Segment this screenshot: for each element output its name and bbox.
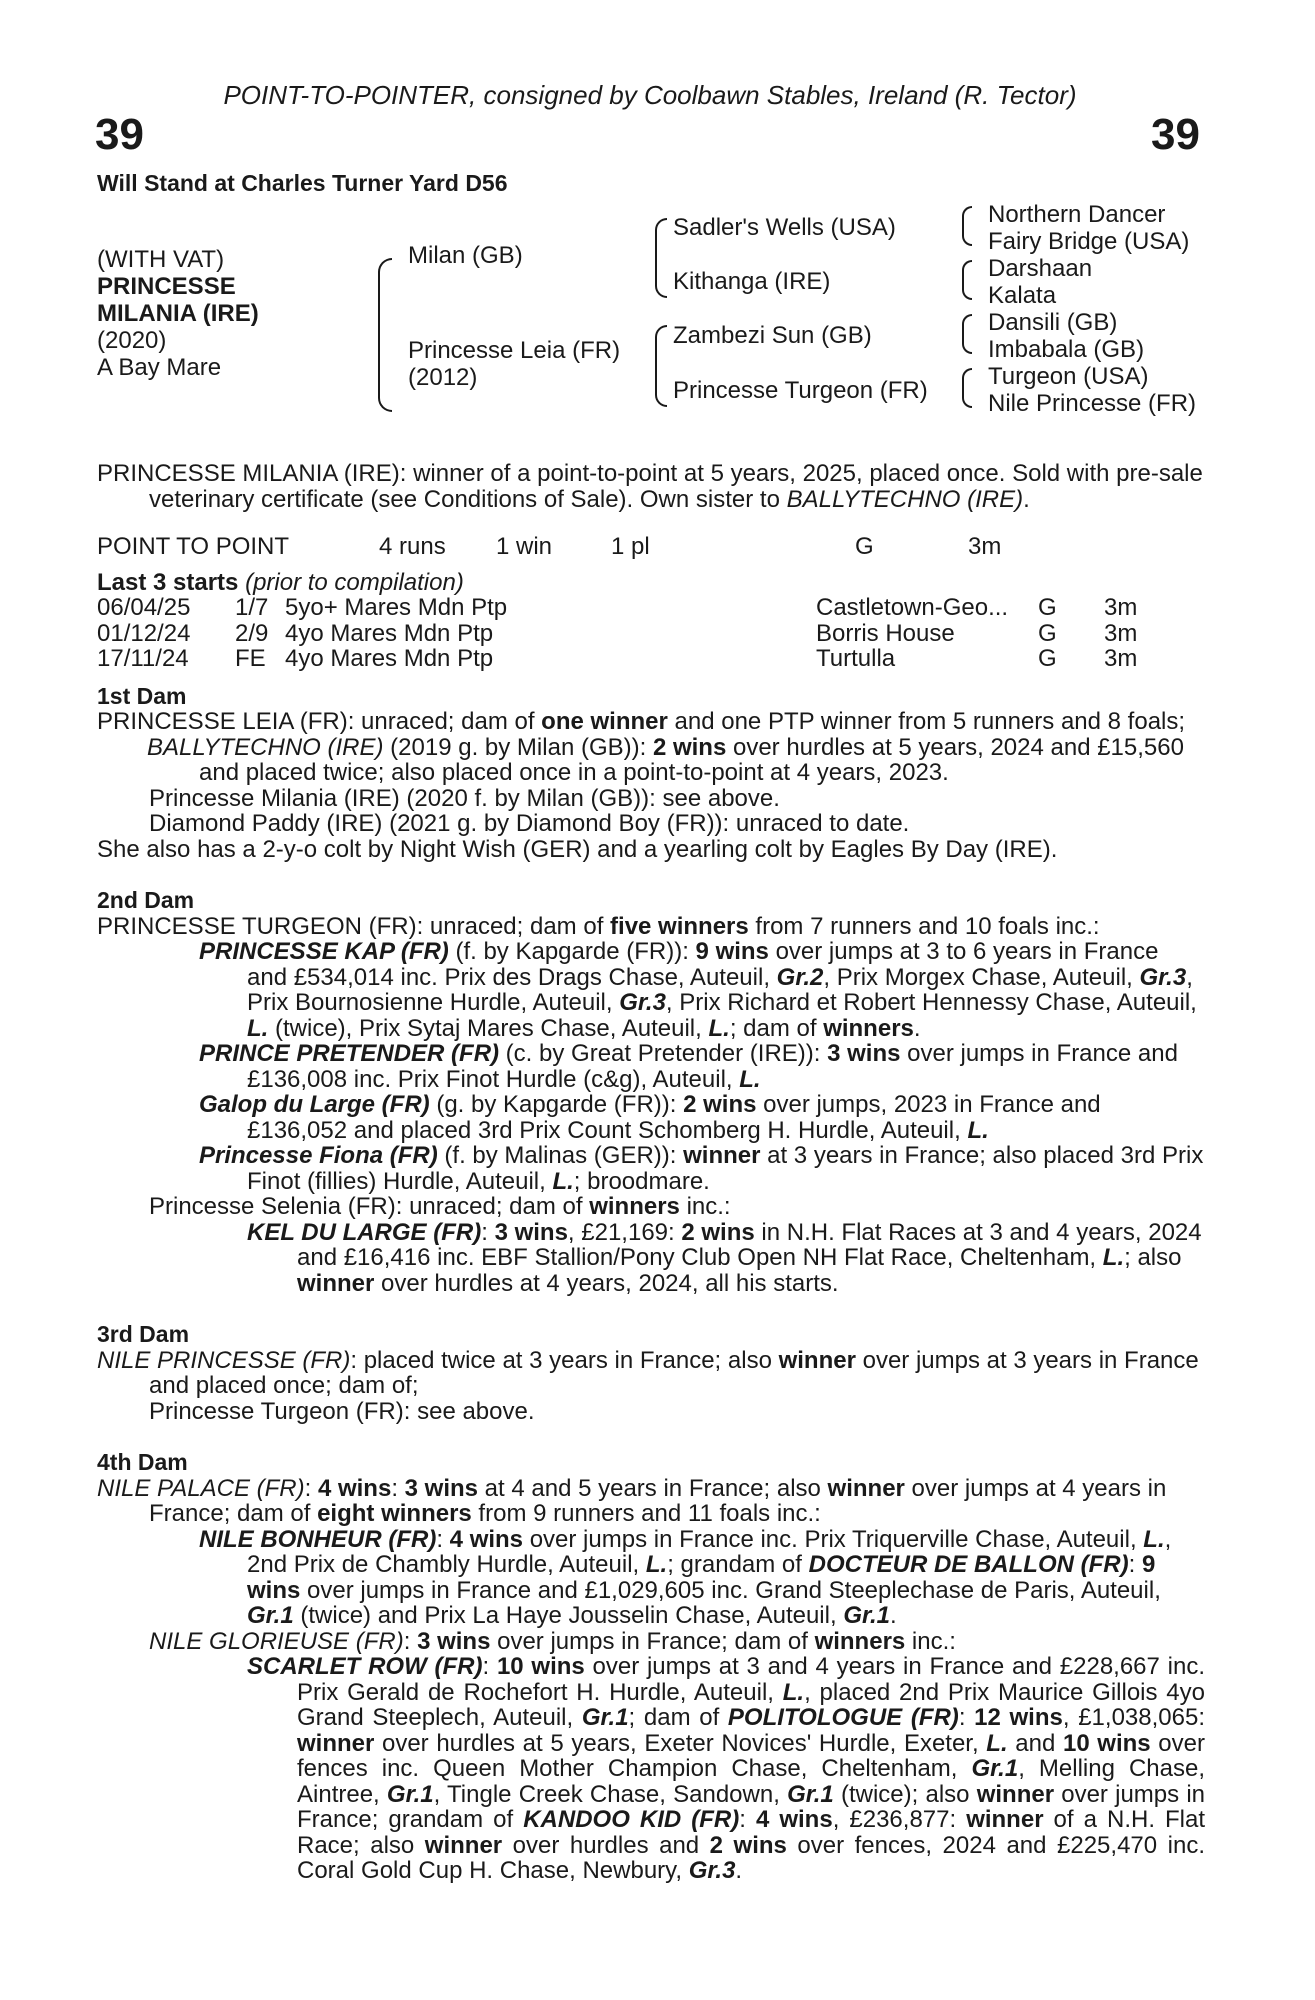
sire-name: Milan (GB) (408, 242, 523, 269)
text: (c. by Great Pretender (IRE)): (499, 1040, 828, 1067)
fourth-dam-produce (97, 1527, 1205, 1629)
text: DOCTEUR DE BALLON (FR) (808, 1551, 1129, 1578)
text: L. (1143, 1525, 1165, 1553)
gen4-sss: Northern Dancer (988, 201, 1166, 228)
table-row (97, 646, 1137, 672)
start-position: 1/7 (235, 594, 269, 621)
last-starts-heading (97, 570, 1205, 596)
text: ; dam of (729, 1014, 824, 1042)
text: over fences, 2024 and £225,470 inc. Coral Gold Cup H. Chase, Newbury, (297, 1831, 1205, 1884)
text: and one PTP winner from 5 runners and 8 foals; (667, 708, 1186, 735)
fourth-dam-heading: 4th Dam (97, 1449, 188, 1475)
start-position: FE (235, 645, 266, 672)
text: PRINCESSE LEIA (FR): unraced; dam of (97, 708, 542, 735)
summary-sibling: BALLYTECHNO (IRE) (786, 485, 1024, 513)
text: : (1128, 1551, 1142, 1578)
dam-year: (2012) (408, 364, 478, 391)
first-dam-produce: Diamond Paddy (IRE) (2021 g. by Diamond Boy (FR)): unraced to date. (149, 810, 910, 837)
text: . (735, 1857, 743, 1884)
text: NILE BONHEUR (FR) (199, 1525, 437, 1553)
start-race: 5yo+ Mares Mdn Ptp (285, 594, 508, 621)
text: winner (966, 1806, 1044, 1833)
text: Gr.2 (776, 963, 824, 991)
second-dam-produce (97, 1092, 1205, 1143)
text: at 3 years in France; also placed 3rd Prix Finot (fillies) Hurdle, Auteuil, (247, 1142, 1204, 1195)
text: eight winners (317, 1500, 472, 1527)
text: over jumps in France and £1,029,605 inc. Grand Steeplechase de Paris, Auteuil, (300, 1576, 1161, 1604)
text: (g. by Kapgarde (FR)): (429, 1091, 684, 1118)
text: ; grandam of (667, 1551, 809, 1578)
text: from 9 runners and 11 foals inc.: (471, 1500, 821, 1527)
text: L. (708, 1014, 730, 1042)
second-dam-grandchild (97, 1220, 1205, 1297)
record-wins: 1 win (496, 533, 553, 560)
first-dam-note: She also has a 2-y-o colt by Night Wish (GER) and a yearling colt by Eagles By Day (IRE). (97, 835, 1058, 863)
text: : (739, 1806, 756, 1833)
text: winners (589, 1193, 680, 1220)
text: over hurdles and (502, 1831, 710, 1859)
text: ; dam of (628, 1704, 728, 1731)
table-row (97, 621, 1137, 647)
third-dam-line (97, 1348, 1205, 1399)
text: PRINCESSE TURGEON (FR): unraced; dam of (97, 912, 611, 940)
text: , Melling Chase, Aintree, (297, 1755, 1205, 1808)
text: winner (827, 1474, 905, 1502)
start-distance: 3m (1104, 619, 1138, 647)
text: 2 wins (683, 1091, 757, 1118)
text: , Tingle Creek Chase, Sandown, (433, 1780, 788, 1808)
text: , £1,038,065: (1062, 1704, 1205, 1731)
text: , 2nd Prix de Chambly Hurdle, Auteuil, (247, 1525, 1172, 1578)
start-course: Turtulla (816, 645, 896, 672)
text: in N.H. Flat Races at 3 and 4 years, 2024 and £16,416 inc. EBF Stallion/Pony Club Open NH Flat Race, Cheltenham, (297, 1218, 1202, 1271)
first-dam-line (97, 709, 1205, 735)
gen4-ddd: Nile Princesse (FR) (988, 390, 1197, 417)
start-date: 06/04/25 (97, 594, 191, 621)
text: L. (739, 1065, 761, 1093)
text: : placed twice at 3 years in France; also (350, 1346, 779, 1374)
text: (f. by Malinas (GER)): (437, 1142, 684, 1169)
start-distance: 3m (1104, 594, 1138, 621)
text: over hurdles at 5 years, Exeter Novices' Hurdle, Exeter, (374, 1729, 987, 1757)
text: 10 wins (496, 1653, 585, 1680)
text: 3 wins (404, 1474, 479, 1502)
text: 12 wins (974, 1704, 1063, 1731)
third-dam-produce: Princesse Turgeon (FR): see above. (149, 1397, 535, 1425)
text: NILE PRINCESSE (FR) (97, 1346, 351, 1374)
first-dam-produce (97, 735, 1205, 786)
text: (twice), Prix Sytaj Mares Chase, Auteuil, (268, 1014, 709, 1042)
horse-description: A Bay Mare (97, 354, 222, 381)
record-distance: 3m (968, 533, 1002, 560)
text: SCARLET ROW (FR) (247, 1653, 483, 1680)
start-date: 17/11/24 (97, 645, 189, 672)
text: Gr.1 (581, 1704, 629, 1731)
text: . (913, 1014, 921, 1042)
text: (twice); also (833, 1780, 977, 1808)
text: 2 wins (652, 733, 727, 761)
gen4-sdd: Kalata (988, 282, 1057, 309)
text: inc.: (679, 1193, 731, 1220)
text: , Prix Richard et Robert Hennessy Chase, Auteuil, (665, 989, 1197, 1016)
text: Gr.1 (386, 1780, 434, 1808)
text: 4 wins (755, 1806, 833, 1833)
text: POLITOLOGUE (FR) (727, 1704, 959, 1731)
horse-details (97, 246, 259, 381)
text: over hurdles at 5 years, 2024 and £15,560 and placed twice; also placed once in a point-to-point at 4 years, 2023. (199, 733, 1184, 786)
text: 2 wins (681, 1218, 755, 1246)
dam-brace (655, 325, 667, 407)
text: over jumps in France; dam of (490, 1627, 815, 1655)
text: 9 wins (247, 1551, 1156, 1604)
text: L. (967, 1116, 989, 1144)
text: 3 wins (494, 1218, 568, 1246)
text: KEL DU LARGE (FR) (247, 1218, 482, 1246)
fourth-dam-grandchild (97, 1654, 1205, 1884)
text: : (482, 1653, 497, 1680)
text: : (304, 1474, 318, 1502)
third-dam-heading: 3rd Dam (97, 1321, 190, 1347)
summary-end: . (1023, 485, 1030, 513)
start-position: 2/9 (235, 619, 269, 647)
start-race: 4yo Mares Mdn Ptp (285, 645, 494, 672)
text: Gr.3 (619, 989, 666, 1016)
vat-note: (WITH VAT) (97, 246, 225, 273)
text: NILE PALACE (FR) (97, 1474, 305, 1502)
text: over jumps in France; grandam of (297, 1780, 1205, 1833)
text: L. (247, 1014, 269, 1042)
sire-brace (655, 218, 667, 298)
text: winner (683, 1142, 761, 1169)
record-placed: 1 pl (611, 533, 650, 560)
foaling-year: (2020) (97, 327, 167, 354)
text: from 7 runners and 10 foals inc.: (748, 912, 1100, 940)
start-race: 4yo Mares Mdn Ptp (285, 619, 494, 647)
gen3-brace-3 (962, 314, 972, 354)
text: 4 wins (449, 1525, 524, 1553)
start-date: 01/12/24 (97, 619, 191, 647)
dam-dam: Princesse Turgeon (FR) (673, 377, 928, 404)
gen4-dsd: Imbabala (GB) (988, 336, 1145, 363)
last-starts-note: (prior to compilation) (245, 568, 464, 596)
text: Gr.3 (688, 1857, 736, 1884)
text: 10 wins (1062, 1729, 1151, 1757)
text: over jumps, 2023 in France and £136,052 and placed 3rd Prix Count Schomberg H. Hurdle, Auteuil, (247, 1091, 1101, 1144)
gen4-sds: Darshaan (988, 255, 1093, 282)
text: winner (297, 1269, 375, 1297)
text: L. (552, 1167, 574, 1195)
gen3-brace-2 (962, 260, 972, 300)
start-course: Borris House (816, 619, 955, 647)
text: , Prix Bournosienne Hurdle, Auteuil, (247, 963, 1193, 1016)
gen4-dds: Turgeon (USA) (988, 363, 1149, 390)
text: 4 wins (317, 1474, 392, 1502)
lot-number-right: 39 (1151, 110, 1200, 159)
text: (f. by Kapgarde (FR)): (448, 938, 696, 965)
horse-name-line1: PRINCESSE (97, 273, 236, 300)
dam-name: Princesse Leia (FR) (408, 337, 621, 364)
gen4-dss: Dansili (GB) (988, 309, 1118, 336)
text: over hurdles at 4 years, 2024, all his starts. (374, 1269, 839, 1297)
catalogue-body (97, 461, 1205, 1884)
text: (twice) and Prix La Haye Jousselin Chase, Auteuil, (293, 1602, 844, 1629)
catalogue-header: POINT-TO-POINTER, consigned by Coolbawn Stables, Ireland (R. Tector) (223, 80, 1077, 110)
text: L. (1102, 1244, 1125, 1271)
start-course: Castletown-Geo... (816, 594, 1009, 621)
gen3-brace-1 (962, 206, 972, 246)
second-dam-line (97, 914, 1205, 940)
dam-sire: Zambezi Sun (GB) (673, 322, 872, 349)
sire-sire: Sadler's Wells (USA) (673, 214, 896, 241)
last-starts-table (97, 595, 1137, 672)
text: Gr.1 (971, 1755, 1019, 1782)
text: winner (976, 1780, 1055, 1808)
text: ; also (1124, 1244, 1182, 1271)
text: Gr.1 (843, 1602, 891, 1629)
text: , placed 2nd Prix Maurice Gillois 4yo Grand Steeplech, Auteuil, (297, 1678, 1205, 1731)
text: : (403, 1627, 418, 1655)
second-dam-produce (97, 1143, 1205, 1194)
second-dam-heading: 2nd Dam (97, 887, 195, 913)
text: winner (778, 1346, 856, 1374)
first-dam-heading: 1st Dam (97, 682, 187, 709)
text: Galop du Large (FR) (199, 1091, 430, 1118)
table-row (97, 595, 1137, 621)
stand-location: Will Stand at Charles Turner Yard D56 (97, 170, 508, 196)
text: over jumps at 3 and 4 years in France and £228,667 inc. Prix Gerald de Rochefort H. Hurdle, Auteuil, (297, 1653, 1205, 1706)
record-going: G (855, 533, 874, 560)
text: Princesse Fiona (FR) (199, 1142, 438, 1169)
text: winners (814, 1627, 906, 1655)
text: BALLYTECHNO (IRE) (147, 733, 384, 761)
text: NILE GLORIEUSE (FR) (149, 1627, 404, 1655)
text: inc.: (905, 1627, 956, 1655)
summary-text: PRINCESSE MILANIA (IRE): winner of a point-to-point at 5 years, 2025, placed once. Sold with pre-sale veterinary certificate (see Conditions of Sale). Own sister to (97, 460, 1203, 513)
last-starts-title: Last 3 starts (97, 568, 239, 596)
summary-paragraph (97, 461, 1205, 512)
text: over jumps in France inc. Prix Triquerville Chase, Auteuil, (523, 1525, 1144, 1553)
start-going: G (1038, 594, 1057, 621)
pedigree-brace (378, 258, 392, 412)
text: PRINCESSE KAP (FR) (199, 938, 449, 965)
sire-dam: Kithanga (IRE) (673, 268, 831, 295)
text: winner (297, 1729, 375, 1757)
text: Gr.1 (787, 1780, 834, 1808)
text: : (391, 1474, 405, 1502)
record-runs: 4 runs (379, 533, 446, 560)
text: 2 wins (709, 1831, 787, 1859)
text: 9 wins (695, 938, 769, 965)
text: 3 wins (827, 1040, 901, 1067)
gen4-ssd: Fairy Bridge (USA) (988, 228, 1190, 255)
text: L. (986, 1729, 1008, 1757)
text: over jumps in France and £136,008 inc. Prix Finot Hurdle (c&g), Auteuil, (247, 1040, 1178, 1093)
text: : (958, 1704, 975, 1731)
race-record (97, 534, 1001, 560)
text: over jumps at 3 years in France and placed once; dam of; (149, 1346, 1199, 1399)
text: ; broodmare. (573, 1167, 710, 1195)
text: 3 wins (417, 1627, 491, 1655)
first-dam-produce: Princesse Milania (IRE) (2020 f. by Milan (GB)): see above. (149, 784, 780, 812)
start-going: G (1038, 619, 1057, 647)
fourth-dam-line (97, 1476, 1205, 1527)
second-dam-produce (97, 939, 1205, 1041)
text: L. (782, 1678, 805, 1706)
text: winner (424, 1831, 503, 1859)
text: , Prix Morgex Chase, Auteuil, (823, 963, 1140, 991)
text: over jumps at 4 years in France; dam of (149, 1474, 1167, 1527)
text: one winner (541, 708, 668, 735)
horse-name-line2: MILANIA (IRE) (97, 300, 259, 327)
text: Gr.1 (247, 1602, 294, 1629)
text: PRINCE PRETENDER (FR) (199, 1040, 500, 1067)
gen3-brace-4 (962, 368, 972, 408)
text: Gr.3 (1139, 963, 1187, 991)
text: five winners (610, 912, 749, 940)
text: Princesse Selenia (FR): unraced; dam of (149, 1193, 590, 1220)
text: winners (823, 1014, 914, 1042)
start-going: G (1038, 645, 1057, 672)
text: KANDOO KID (FR) (523, 1806, 740, 1833)
text: . (890, 1602, 897, 1629)
second-dam-produce (97, 1041, 1205, 1092)
text: : (436, 1525, 450, 1553)
text: , £21,169: (567, 1218, 682, 1246)
record-label: POINT TO POINT (97, 533, 290, 560)
text: : (481, 1218, 495, 1246)
fourth-dam-produce (97, 1629, 1205, 1655)
text: over jumps at 3 to 6 years in France and £534,014 inc. Prix des Drags Chase, Auteuil, (247, 938, 1159, 991)
text: , £236,877: (832, 1806, 967, 1833)
text: and (1007, 1729, 1063, 1757)
text: of a N.H. Flat Race; also (297, 1806, 1206, 1859)
text: at 4 and 5 years in France; also (478, 1474, 828, 1502)
text: L. (645, 1551, 668, 1578)
start-distance: 3m (1104, 645, 1138, 672)
lot-number-left: 39 (95, 110, 144, 159)
text: (2019 g. by Milan (GB)): (383, 733, 653, 761)
text: over fences inc. Queen Mother Champion Chase, Cheltenham, (297, 1729, 1205, 1782)
second-dam-produce (97, 1194, 1205, 1220)
